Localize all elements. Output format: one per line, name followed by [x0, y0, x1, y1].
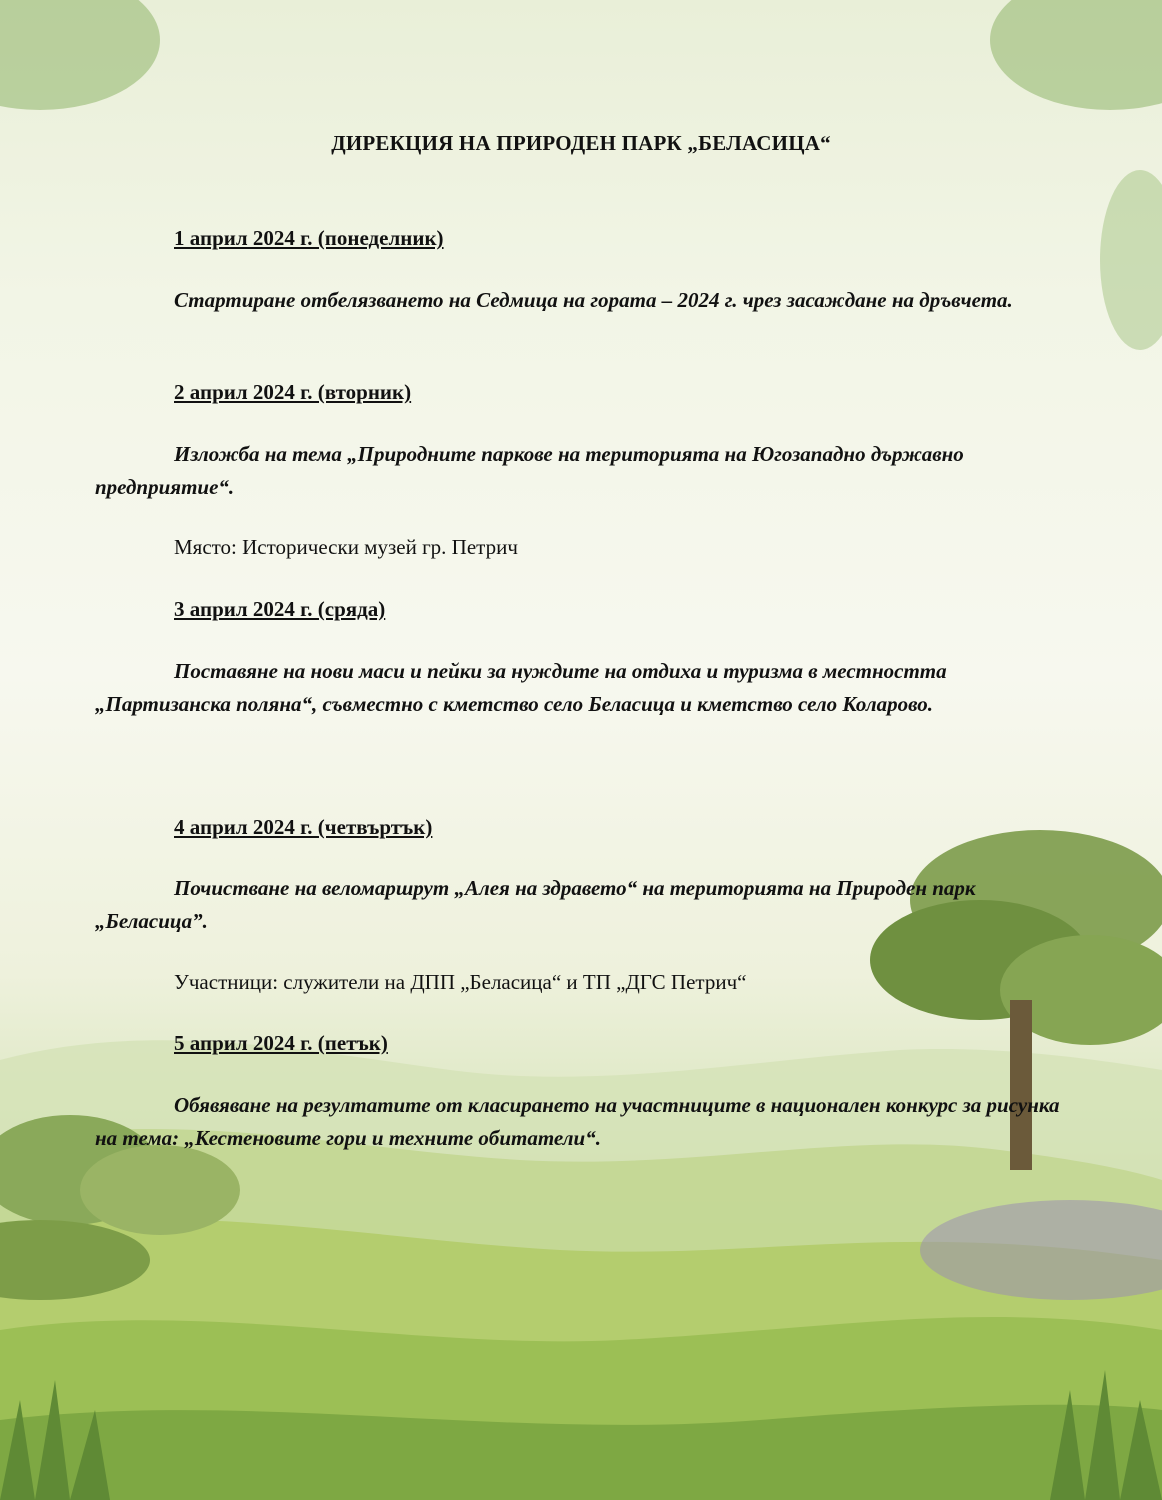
event-description: Поставяне на нови маси и пейки за нуждите на отдиха и туризма в местността „Партизанска поляна“, съвместно с кметство село Беласица и кметство село Коларово. [95, 659, 947, 716]
event-description: Обявяване на резултатите от класирането на участниците в национален конкурс за рисунка на тема: „Кестеновите гори и техните обитатели“. [95, 1093, 1060, 1150]
event-date: 3 април 2024 г. (сряда) [174, 597, 386, 621]
event-participants: Участници: служители на ДПП „Беласица“ и ТП „ДГС Петрич“ [174, 970, 747, 994]
event-location: Място: Исторически музей гр. Петрич [174, 535, 518, 559]
event-date: 1 април 2024 г. (понеделник) [174, 226, 444, 250]
event-date: 5 април 2024 г. (петък) [174, 1031, 388, 1055]
event-description: Почистване на веломаршрут „Алея на здравето“ на територията на Природен парк „Беласица”. [95, 876, 976, 933]
page-title: ДИРЕКЦИЯ НА ПРИРОДЕН ПАРК „БЕЛАСИЦА“ [331, 131, 831, 155]
event-description: Стартиране отбелязването на Седмица на гората – 2024 г. чрез засаждане на дръвчета. [174, 288, 1013, 312]
event-description: Изложба на тема „Природните паркове на територията на Югозападно държавно предприятие“. [95, 442, 964, 499]
event-date: 2 април 2024 г. (вторник) [174, 380, 412, 404]
event-date: 4 април 2024 г. (четвъртък) [174, 815, 433, 839]
